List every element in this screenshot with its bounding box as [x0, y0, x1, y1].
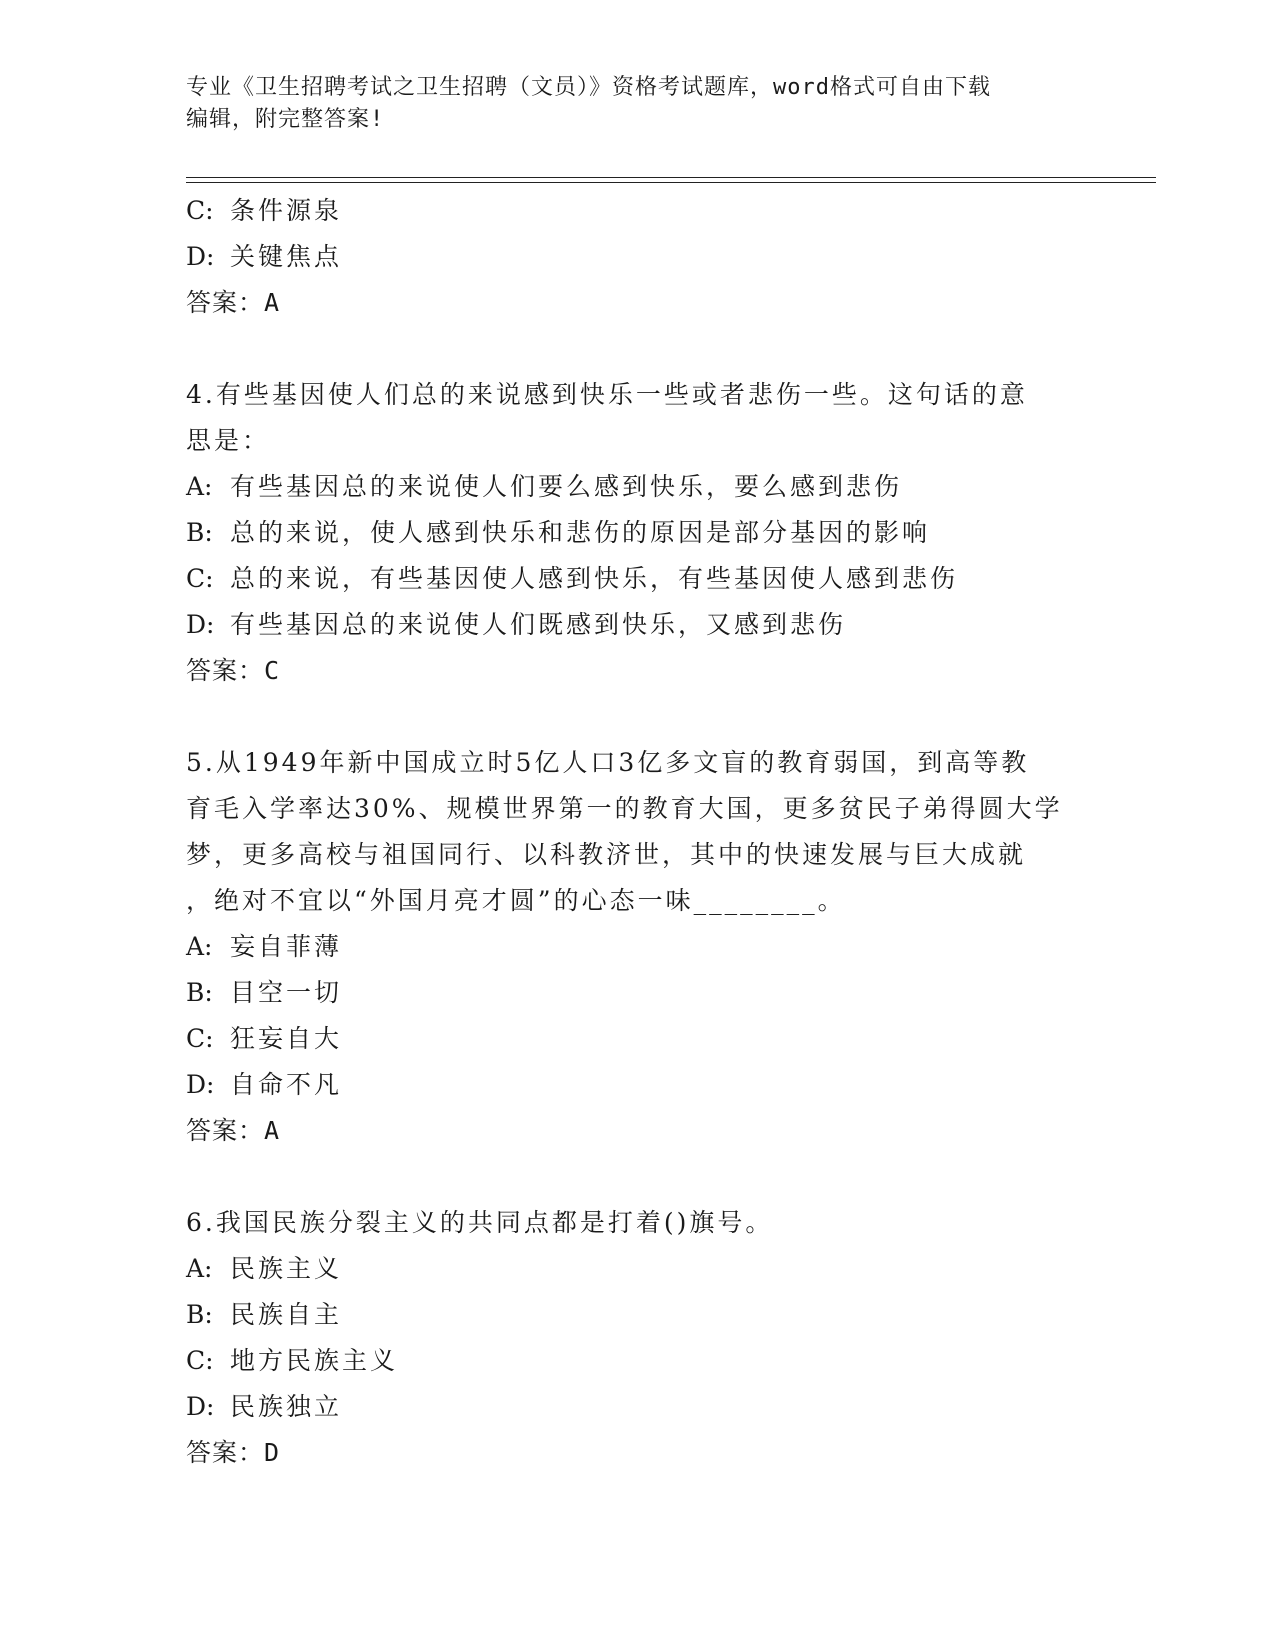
answer-label: 答案： — [186, 1438, 265, 1467]
option-text: 地方民族主义 — [230, 1346, 399, 1375]
option-text: 狂妄自大 — [230, 1024, 343, 1053]
option-text: 民族独立 — [230, 1392, 343, 1421]
option-letter: B: — [186, 978, 213, 1007]
document-body — [186, 188, 1086, 1476]
option-text: 妄自菲薄 — [230, 932, 343, 961]
header-rule-top — [186, 177, 1156, 178]
option-text: 民族自主 — [230, 1300, 343, 1329]
option-text: 关键焦点 — [230, 242, 343, 271]
spacer — [186, 694, 1086, 740]
option-letter: D: — [186, 610, 215, 639]
question-6 — [186, 1200, 1086, 1476]
option-d — [186, 1384, 1086, 1430]
question-line: ，绝对不宜以“外国月亮才圆”的心态一味________。 — [186, 886, 846, 915]
option-letter: B: — [186, 1300, 213, 1329]
question-4 — [186, 372, 1086, 694]
option-a — [186, 1246, 1086, 1292]
answer-value: C — [264, 656, 281, 685]
option-letter: A: — [186, 1254, 213, 1283]
question-line: 育毛入学率达30%、规模世界第一的教育大国，更多贫民子弟得圆大学 — [186, 794, 1063, 823]
option-d — [186, 1062, 1086, 1108]
option-letter: D: — [186, 1070, 215, 1099]
header-line-1: 专业《卫生招聘考试之卫生招聘（文员）》资格考试题库，word格式可自由下载 — [186, 75, 991, 100]
option-b — [186, 1292, 1086, 1338]
question-line: 梦，更多高校与祖国同行、以科教济世，其中的快速发展与巨大成就 — [186, 840, 1027, 869]
document-header — [186, 72, 1086, 136]
option-c — [186, 1338, 1086, 1384]
question-text — [186, 1200, 1086, 1246]
option-c — [186, 1016, 1086, 1062]
answer-line — [186, 280, 1086, 326]
option-letter: C: — [186, 564, 214, 593]
question-line: 5.从1949年新中国成立时5亿人口3亿多文盲的教育弱国，到高等教 — [186, 748, 1030, 777]
option-letter: A: — [186, 472, 213, 501]
option-text: 总的来说，使人感到快乐和悲伤的原因是部分基因的影响 — [230, 518, 931, 547]
option-letter: C: — [186, 1024, 214, 1053]
option-a — [186, 924, 1086, 970]
option-letter: D: — [186, 1392, 215, 1421]
answer-label: 答案： — [186, 288, 265, 317]
question-text — [186, 372, 1086, 464]
option-c — [186, 188, 1086, 234]
question-text — [186, 740, 1086, 924]
header-line-2: 编辑，附完整答案! — [186, 107, 385, 132]
option-letter: A: — [186, 932, 213, 961]
answer-value: A — [264, 1116, 281, 1145]
spacer — [186, 1154, 1086, 1200]
answer-value: A — [264, 288, 281, 317]
option-letter: D: — [186, 242, 215, 271]
option-text: 有些基因总的来说使人们既感到快乐，又感到悲伤 — [230, 610, 847, 639]
option-a — [186, 464, 1086, 510]
option-text: 条件源泉 — [230, 196, 343, 225]
header-rule-bottom — [186, 182, 1156, 183]
question-3-continuation — [186, 188, 1086, 326]
question-line: 思是： — [186, 426, 271, 455]
spacer — [186, 326, 1086, 372]
answer-line — [186, 1430, 1086, 1476]
option-b — [186, 510, 1086, 556]
answer-value: D — [264, 1438, 281, 1467]
option-d — [186, 602, 1086, 648]
option-letter: C: — [186, 1346, 214, 1375]
option-text: 总的来说，有些基因使人感到快乐，有些基因使人感到悲伤 — [230, 564, 959, 593]
question-line: 4.有些基因使人们总的来说感到快乐一些或者悲伤一些。这句话的意 — [186, 380, 1028, 409]
option-c — [186, 556, 1086, 602]
option-text: 民族主义 — [230, 1254, 343, 1283]
question-line: 6.我国民族分裂主义的共同点都是打着()旗号。 — [186, 1208, 774, 1237]
option-letter: C: — [186, 196, 214, 225]
option-text: 目空一切 — [230, 978, 343, 1007]
option-letter: B: — [186, 518, 213, 547]
option-text: 有些基因总的来说使人们要么感到快乐，要么感到悲伤 — [230, 472, 903, 501]
option-text: 自命不凡 — [230, 1070, 343, 1099]
option-b — [186, 970, 1086, 1016]
answer-line — [186, 1108, 1086, 1154]
answer-label: 答案： — [186, 1116, 265, 1145]
option-d — [186, 234, 1086, 280]
answer-label: 答案： — [186, 656, 265, 685]
answer-line — [186, 648, 1086, 694]
question-5 — [186, 740, 1086, 1154]
